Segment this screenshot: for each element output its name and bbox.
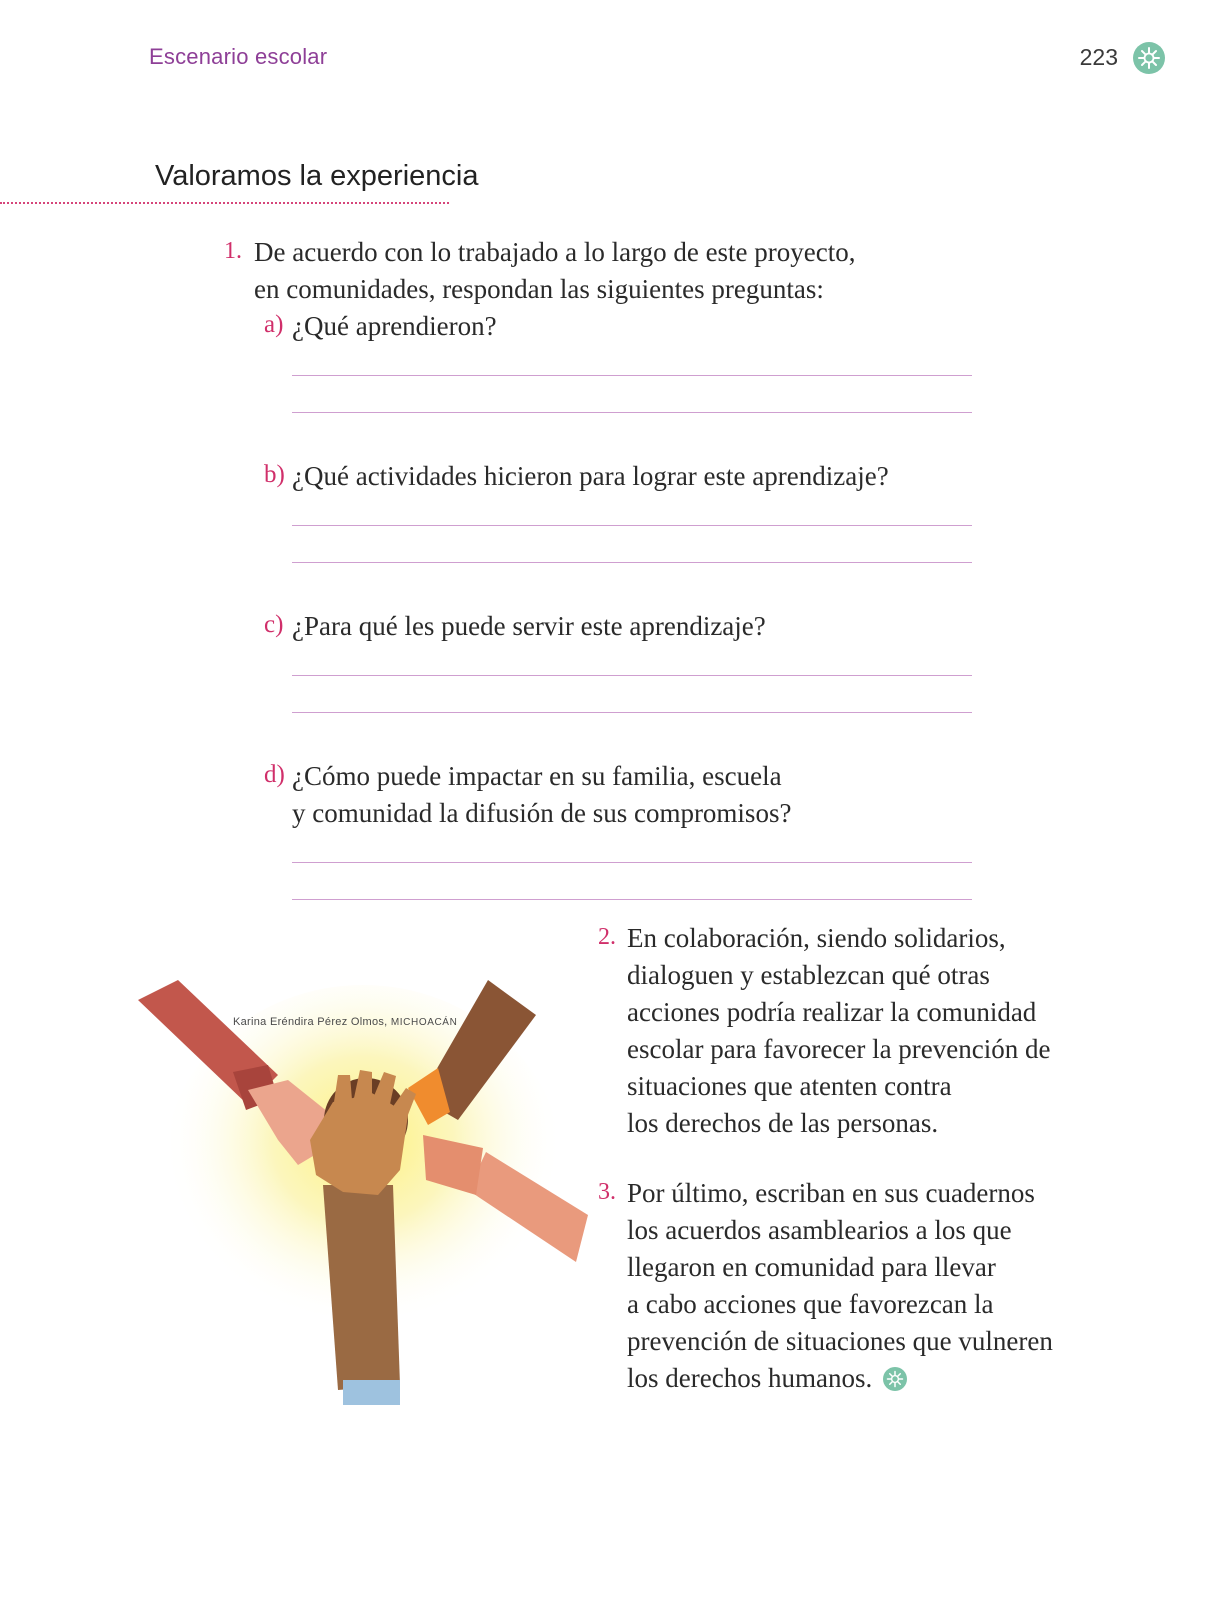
- answer-line-b2[interactable]: [292, 562, 972, 563]
- sub-a-letter: a): [264, 311, 284, 338]
- question-3-line: llegaron en comunidad para llevar: [627, 1252, 996, 1282]
- question-2-line: situaciones que atenten contra: [627, 1071, 952, 1101]
- sub-b-text: ¿Qué actividades hicieron para lograr este aprendizaje?: [292, 461, 889, 491]
- hands-illustration: [138, 980, 588, 1440]
- question-3-line: prevención de situaciones que vulneren: [627, 1326, 1053, 1356]
- mandala-icon: [883, 1367, 907, 1391]
- sub-d-line: y comunidad la difusión de sus compromisos?: [292, 798, 792, 828]
- sub-c-text: ¿Para qué les puede servir este aprendizaje?: [292, 611, 766, 641]
- question-3-line: los acuerdos asamblearios a los que: [627, 1215, 1012, 1245]
- question-1-number: 1.: [224, 238, 242, 264]
- sub-d-text: [292, 758, 791, 832]
- credit-state: MICHOACÁN: [390, 1017, 458, 1028]
- question-1-text: [254, 234, 856, 308]
- question-3-line: [627, 1360, 1053, 1397]
- answer-line-a2[interactable]: [292, 412, 972, 413]
- answer-line-d1[interactable]: [292, 862, 972, 863]
- running-header: Escenario escolar: [149, 44, 328, 69]
- answer-line-a1[interactable]: [292, 375, 972, 376]
- sub-b-letter: b): [264, 461, 285, 488]
- question-3-last-text: los derechos humanos.: [627, 1363, 873, 1393]
- title-divider: [0, 202, 449, 204]
- question-2-line: escolar para favorecer la prevención de: [627, 1034, 1051, 1064]
- question-3-number: 3.: [598, 1179, 616, 1205]
- section-title: Valoramos la experiencia: [155, 160, 479, 192]
- question-2-line: acciones podría realizar la comunidad: [627, 997, 1037, 1027]
- sub-d-line: ¿Cómo puede impactar en su familia, escuela: [292, 761, 782, 791]
- question-3-text: [627, 1175, 1053, 1397]
- answer-line-c2[interactable]: [292, 712, 972, 713]
- page-number: 223: [1079, 44, 1118, 70]
- question-2-number: 2.: [598, 924, 616, 950]
- question-2-text: [627, 920, 1050, 1142]
- answer-line-b1[interactable]: [292, 525, 972, 526]
- answer-line-c1[interactable]: [292, 675, 972, 676]
- question-3-line: a cabo acciones que favorezcan la: [627, 1289, 994, 1319]
- sub-c-letter: c): [264, 611, 284, 638]
- answer-line-d2[interactable]: [292, 899, 972, 900]
- question-1-line: en comunidades, respondan las siguientes preguntas:: [254, 274, 824, 304]
- mandala-icon: [1133, 42, 1165, 74]
- question-2-line: los derechos de las personas.: [627, 1108, 939, 1138]
- question-2-line: dialoguen y establezcan qué otras: [627, 960, 990, 990]
- question-3-line: Por último, escriban en sus cuadernos: [627, 1178, 1035, 1208]
- credit-name: Karina Eréndira Pérez Olmos,: [233, 1016, 388, 1028]
- sub-a-text: ¿Qué aprendieron?: [292, 311, 497, 341]
- illustration-credit: [233, 1016, 457, 1028]
- question-2-line: En colaboración, siendo solidarios,: [627, 923, 1006, 953]
- sub-d-letter: d): [264, 761, 285, 788]
- question-1-line: De acuerdo con lo trabajado a lo largo de este proyecto,: [254, 237, 856, 267]
